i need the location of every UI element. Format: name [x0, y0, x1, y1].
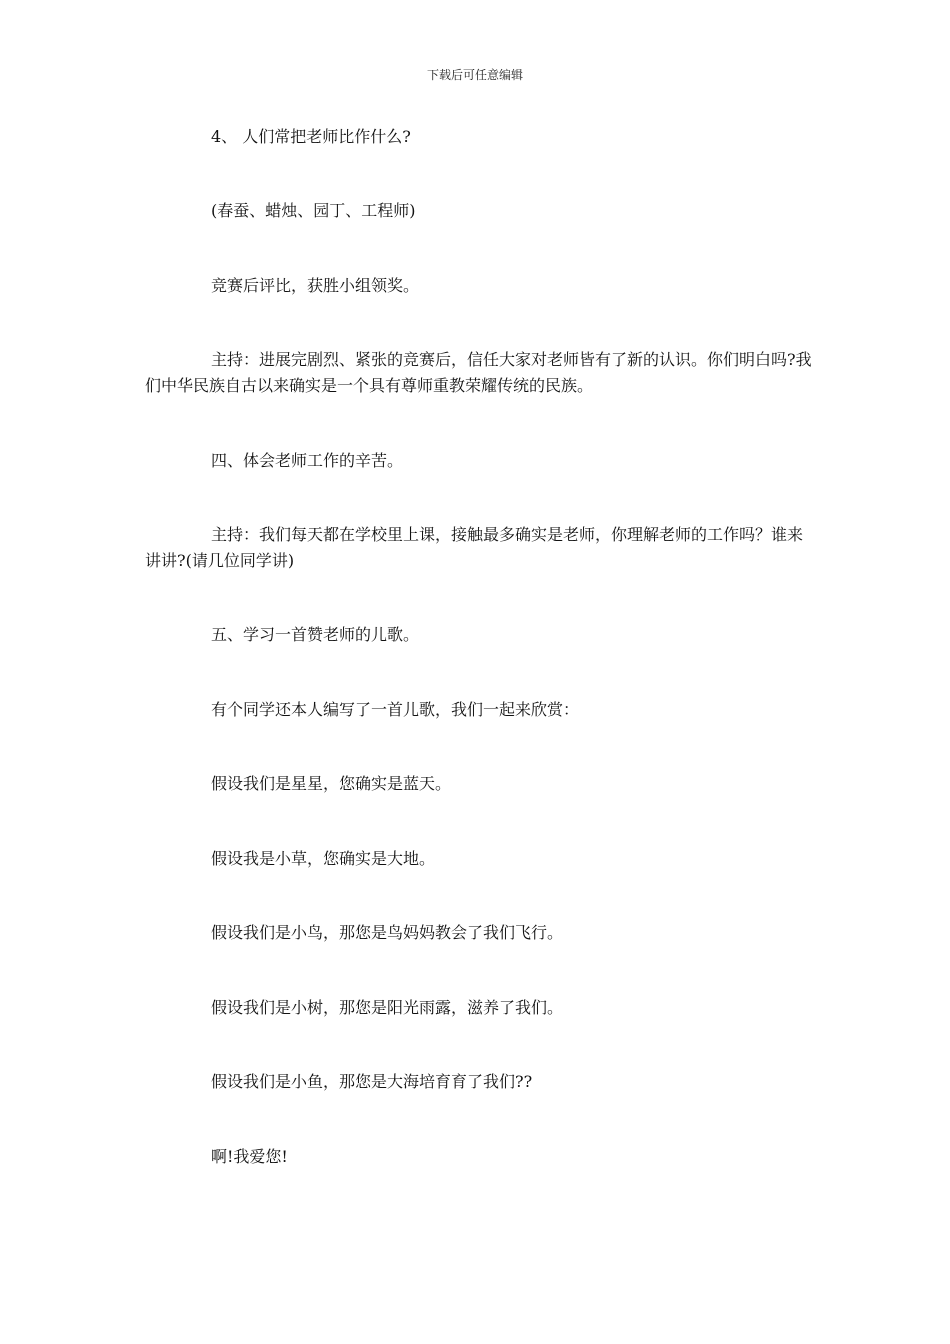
poem-line-2: 假设我是小草，您确实是大地。 — [211, 849, 436, 868]
paragraph-competition-award: 竞赛后评比，获胜小组领奖。 — [211, 276, 420, 295]
paragraph-answer-4: (春蚕、蜡烛、园丁、工程师) — [211, 201, 416, 220]
poem-line-3: 假设我们是小鸟，那您是鸟妈妈教会了我们飞行。 — [211, 923, 564, 942]
paragraph-question-4: 4、 人们常把老师比作什么? — [211, 127, 411, 146]
poem-line-5: 假设我们是小鱼，那您是大海培育育了我们?? — [211, 1072, 533, 1091]
paragraph-host-remarks-2: 主持：我们每天都在学校里上课，接触最多确实是老师，你理解老师的工作吗？谁来讲讲?(请几位同学讲) — [145, 525, 804, 570]
section-heading-5: 五、学习一首赞老师的儿歌。 — [211, 625, 420, 644]
paragraph-song-intro: 有个同学还本人编写了一首儿歌，我们一起来欣赏： — [211, 700, 580, 719]
poem-line-6: 啊!我爱您! — [211, 1147, 288, 1166]
section-heading-4: 四、体会老师工作的辛苦。 — [211, 451, 404, 470]
poem-line-4: 假设我们是小树，那您是阳光雨露，滋养了我们。 — [211, 998, 564, 1017]
poem-line-1: 假设我们是星星，您确实是蓝天。 — [211, 774, 452, 793]
page-header: 下载后可任意编辑 — [426, 68, 523, 82]
paragraph-host-remarks-1: 主持：进展完剧烈、紧张的竞赛后，信任大家对老师皆有了新的认识。你们明白吗?我们中华民族自古以来确实是一个具有尊师重教荣耀传统的民族。 — [145, 350, 812, 395]
